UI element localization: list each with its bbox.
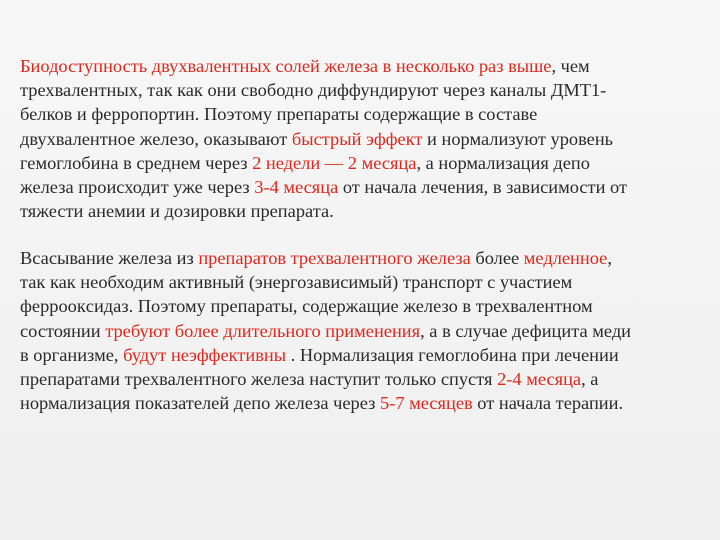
body-text: гемоглобина в среднем через — [20, 152, 253, 173]
highlighted-text: будут неэффективны — [123, 344, 287, 365]
highlighted-text: 5-7 месяцев — [380, 393, 473, 414]
text-line — [20, 270, 710, 294]
text-line — [20, 127, 710, 151]
body-text: и нормализуют уровень — [422, 128, 614, 149]
paragraph-bioavailability-ferrous — [20, 54, 710, 223]
text-line — [20, 151, 710, 175]
text-line — [20, 343, 710, 367]
highlighted-text: 2-4 месяца — [497, 369, 582, 390]
body-text: нормализация показателей депо железа через — [20, 393, 380, 414]
text-line — [20, 199, 710, 223]
body-text: в организме, — [20, 344, 124, 365]
highlighted-text: быстрый эффект — [291, 128, 423, 149]
body-text: . Нормализация гемоглобина при лечении — [286, 344, 619, 365]
text-line — [20, 319, 710, 343]
highlighted-text: требуют более длительного применения — [105, 320, 421, 341]
highlighted-text: 3-4 месяца — [254, 177, 339, 198]
body-text: трехвалентных, так как они свободно диффундируют через каналы ДМТ1- — [20, 80, 607, 101]
highlighted-text: препаратов трехвалентного железа — [198, 248, 471, 268]
body-text: препаратами трехвалентного железа наступит только спустя — [20, 369, 498, 390]
highlighted-text: медленное — [523, 248, 608, 268]
body-text: ферроокcидаз. Поэтому препараты, содержащие железо в трехвалентном — [20, 296, 593, 317]
body-text: более — [470, 248, 524, 268]
body-text: Всасывание железа из — [20, 248, 199, 268]
body-text: , а — [581, 369, 599, 390]
body-text: от начала терапии. — [472, 393, 624, 414]
body-text: тяжести анемии и дозировки препарата. — [20, 201, 334, 222]
highlighted-text: Биодоступность двухвалентных солей железа в несколько раз выше — [20, 56, 552, 76]
paragraph-absorption-ferric — [20, 246, 710, 415]
text-line — [20, 246, 710, 270]
body-text: от начала лечения, в зависимости от — [338, 177, 628, 198]
body-text: , а нормализация депо — [416, 152, 590, 173]
body-text: так как необходим активный (энергозависимый) транспорт с участием — [20, 272, 573, 293]
highlighted-text: 2 недели — 2 месяца — [252, 152, 417, 173]
body-text: , а в случае дефицита меди — [420, 320, 632, 341]
body-text: , — [607, 248, 612, 268]
body-text: , чем — [551, 56, 590, 76]
text-line — [20, 175, 710, 199]
text-line — [20, 294, 710, 318]
text-line — [20, 391, 710, 415]
text-line — [20, 102, 710, 126]
body-text: двухвалентное железо, оказывают — [20, 128, 292, 149]
body-text: железа происходит уже через — [20, 177, 255, 198]
text-line — [20, 78, 710, 102]
text-line — [20, 54, 710, 78]
body-text: белков и ферропортин. Поэтому препараты содержащие в составе — [20, 104, 538, 125]
text-line — [20, 367, 710, 391]
body-text: состоянии — [20, 320, 106, 341]
